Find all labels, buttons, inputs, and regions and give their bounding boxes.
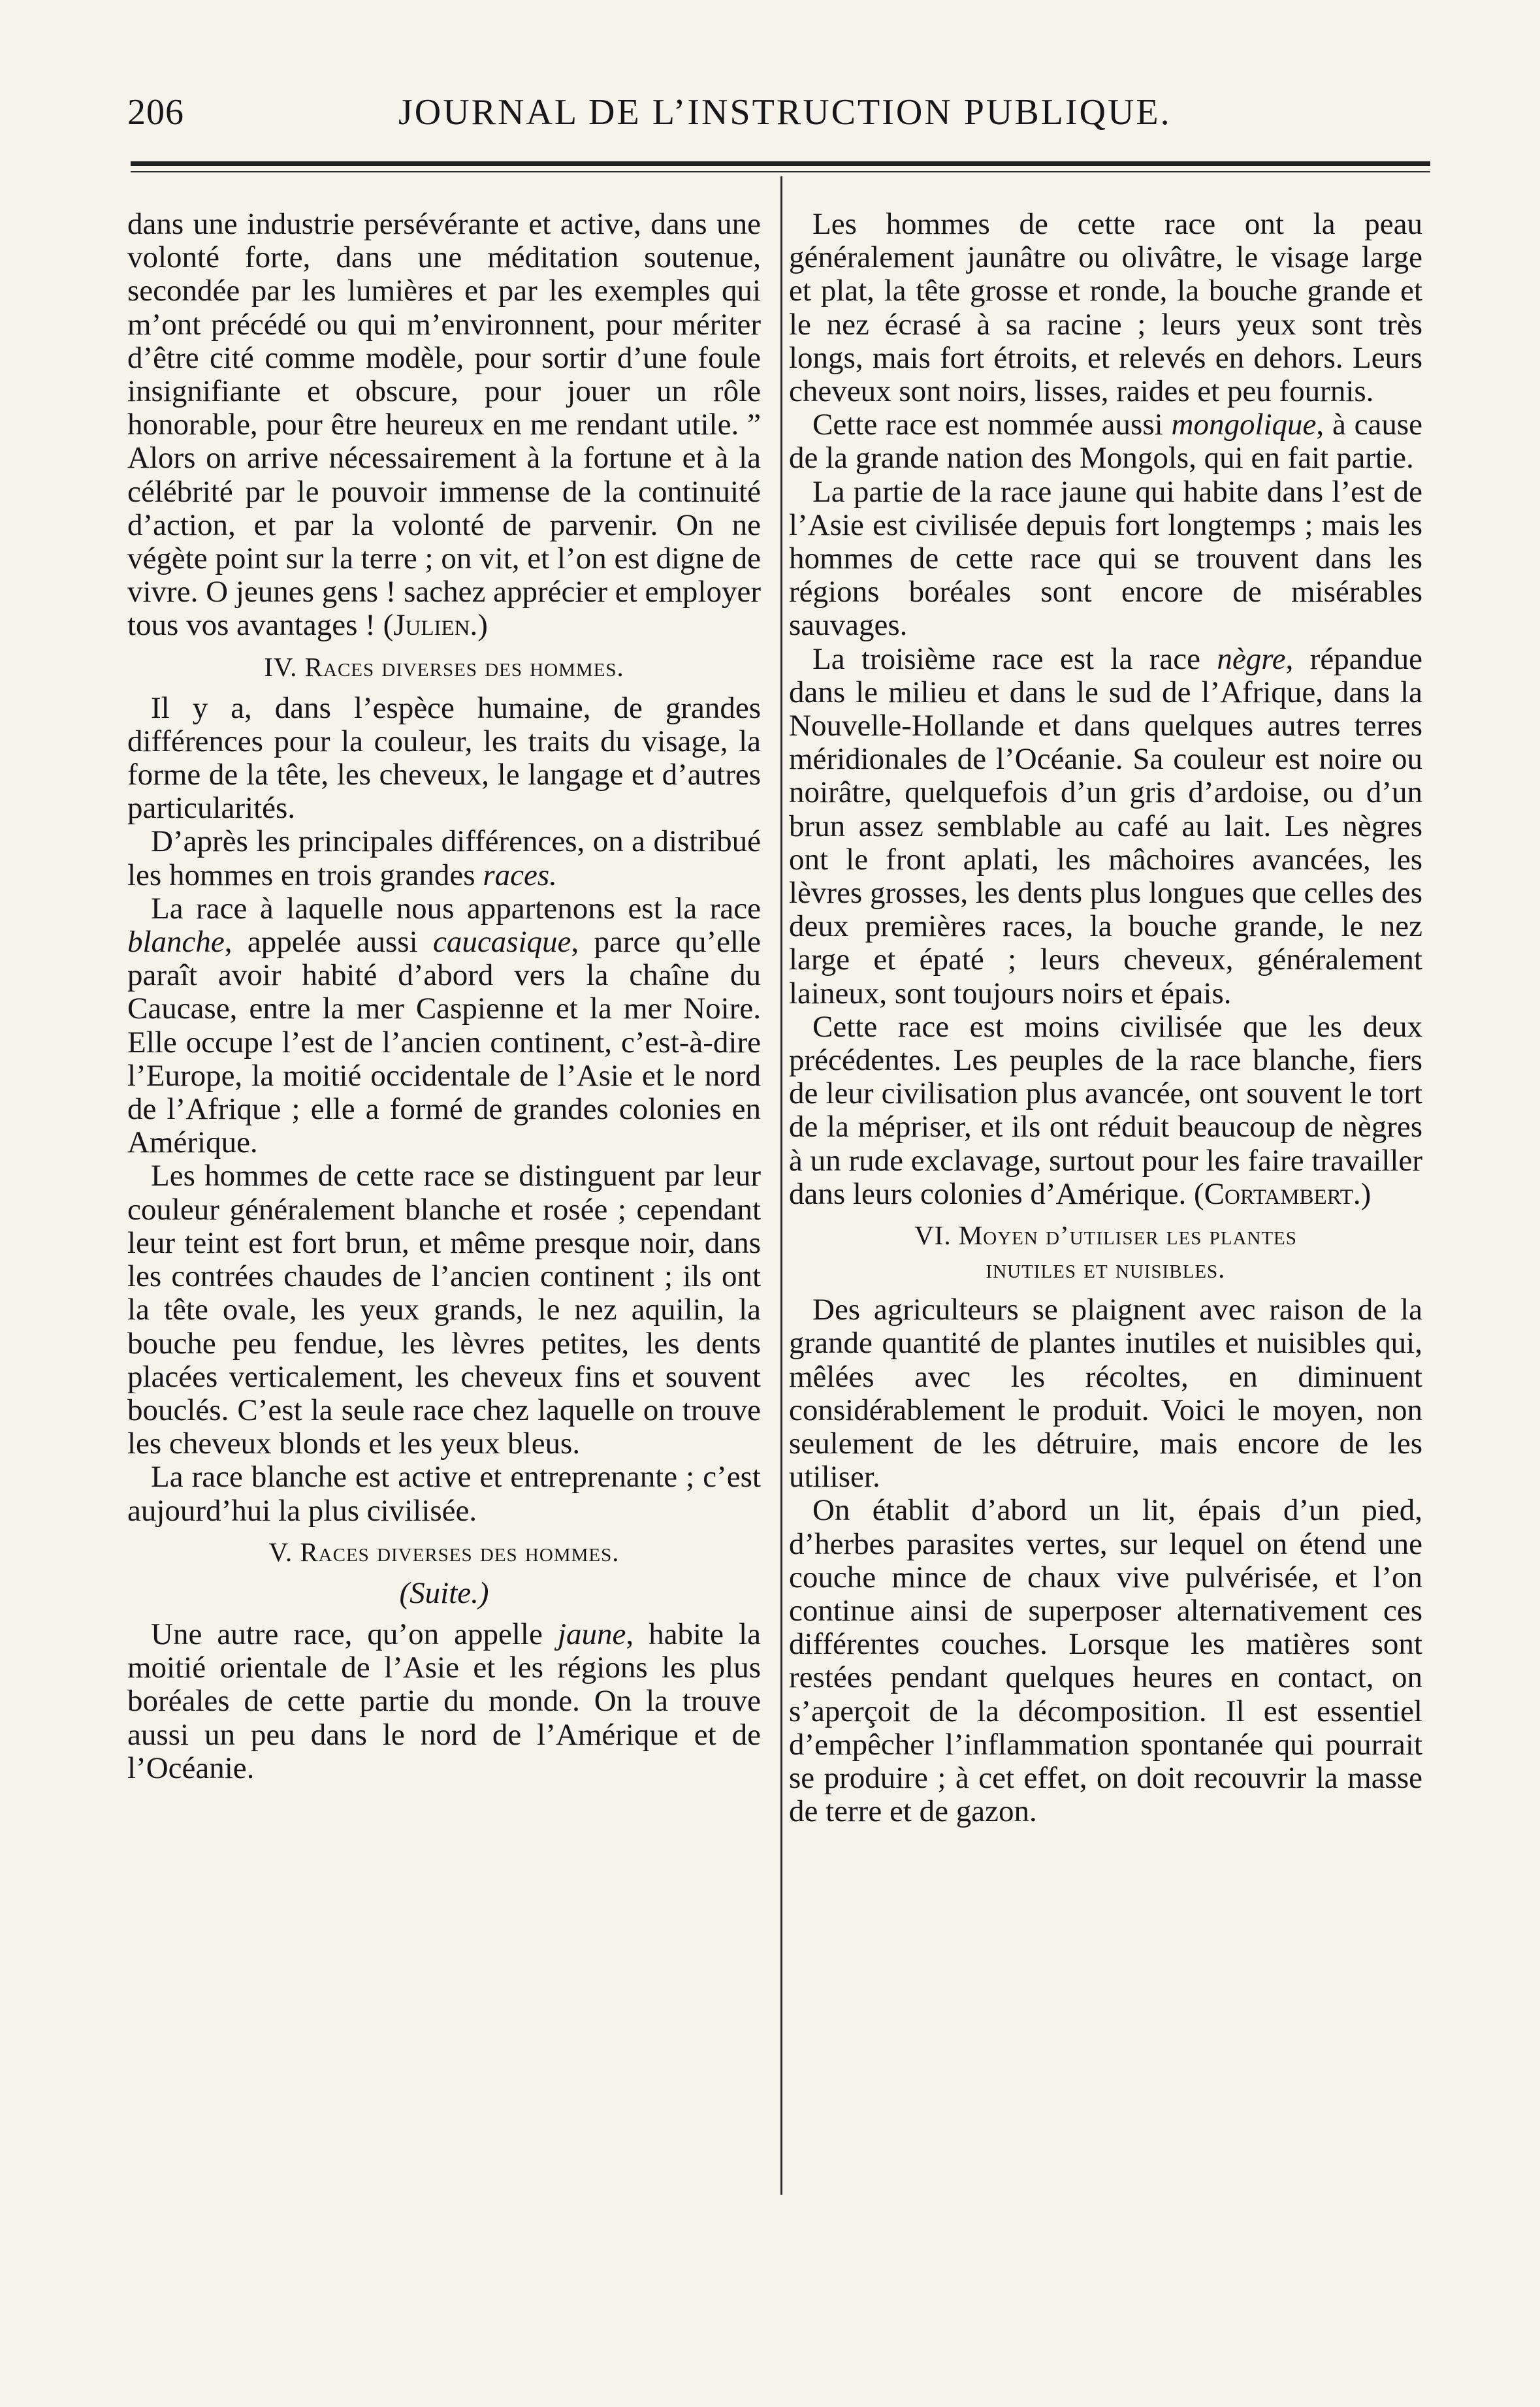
section-vi-title-line-2: inutiles et nuisibles.: [986, 1253, 1226, 1284]
paragraph-text: Cette race est moins civilisée que les deux précédentes. Les peuples de la race blanche, fiers de leur civilisation plus avancée, ont souvent le tort de la mépriser, et ils ont réduit beaucoup de nègres à un rude exclavage, surtout pour les faire travailler dans leurs colonies d’Amérique.: [789, 1009, 1422, 1211]
emphasis-text: jaune: [557, 1617, 626, 1651]
paragraph: [127, 892, 761, 1160]
author-attribution: (Julien.): [383, 608, 488, 643]
left-column: [127, 208, 761, 1785]
paragraph: On établit d’abord un lit, épais d’un pied, d’herbes parasites vertes, sur lequel on étend une couche mince de chaux vive pulvérisée, et l’on continue ainsi de superposer alternativement ces différentes couches. Lorsque les matières sont restées pendant quelques heures en contact, on s’aperçoit de la décomposition. Il est essentiel d’empêcher l’inflammation spontanée qui pourrait se produire ; à cet effet, on doit recouvrir la masse de terre et de gazon.: [789, 1493, 1422, 1829]
paragraph-text: dans une industrie persévérante et active, dans une volonté forte, dans une méditation soutenue, secondée par les lumières et par les exemples qui m’ont précédé ou qui m’environnent, pour mériter d’être cité comme modèle, pour sortir d’une foule insignifiante et obscure, pour jouer un rôle honorable, pour être heureux en me rendant utile. ” Alors on arrive nécessairement à la fortune et à la célébrité par le pouvoir immense de la continuité d’action, et par la volonté de parvenir. On ne végète point sur la terre ; on vit, et l’on est digne de vivre. O jeunes gens ! sachez apprécier et employer tous vos avantages !: [127, 207, 761, 643]
paragraph: [127, 825, 761, 892]
page-number: 206: [127, 92, 184, 133]
paragraph-text: La race à laquelle nous appartenons est la race: [151, 891, 761, 926]
section-v-suite: (Suite.): [399, 1575, 489, 1610]
paragraph: [789, 408, 1422, 475]
section-iv-title: IV. Races diverses des hommes.: [264, 651, 624, 682]
paragraph: La partie de la race jaune qui habite dans l’est de l’Asie est civilisée depuis fort longtemps ; mais les hommes de cette race qui se trouvent dans les régions boréales sont encore de misérables sauvages.: [789, 474, 1422, 643]
section-vi-title: [789, 1219, 1422, 1285]
emphasis-text: races.: [483, 858, 557, 892]
paragraph: Les hommes de cette race ont la peau généralement jaunâtre ou olivâtre, le visage large et plat, la tête grosse et ronde, la bouche grande et le nez écrasé à sa racine ; leurs yeux sont très longs, mais fort étroits, et relevés en dehors. Leurs cheveux sont noirs, lisses, raides et peu fournis.: [789, 207, 1422, 409]
paragraph: Des agriculteurs se plaignent avec raison de la grande quantité de plantes inutiles et nuisibles qui, mêlées avec les récoltes, en diminuent considérablement le produit. Voici le moyen, non seulement de les détruire, mais encore de les utiliser.: [789, 1293, 1422, 1494]
paragraph-text: , habite la moitié orientale de l’Asie et les régions les plus boréales de cette partie du monde. On la trouve aussi un peu dans le nord de l’Amérique et de l’Océanie.: [127, 1617, 761, 1785]
author-attribution: (Cortambert.): [1193, 1176, 1372, 1211]
journal-title: JOURNAL DE L’INSTRUCTION PUBLIQUE.: [398, 92, 1172, 133]
emphasis-text: mongolique: [1171, 408, 1317, 442]
paragraph: [789, 643, 1422, 1010]
page-header: [127, 91, 1434, 150]
paragraph: La race blanche est active et entreprenante ; c’est aujourd’hui la plus civilisée.: [127, 1460, 761, 1528]
paragraph-intro: [127, 208, 761, 643]
paragraph-text: , à cause de la grande nation des Mongols, qui en fait partie.: [789, 408, 1423, 476]
section-vi-title-line-1: VI. Moyen d’utiliser les plantes: [914, 1220, 1297, 1251]
header-rule-thick: [131, 161, 1430, 166]
paragraph-text: D’après les principales différences, on a distribué les hommes en trois grandes: [127, 824, 761, 892]
paragraph: [789, 1010, 1422, 1211]
column-divider: [780, 176, 782, 2195]
paragraph-text: La troisième race est la race: [812, 641, 1217, 676]
header-rule-thin: [131, 171, 1430, 172]
paragraph-text: Cette race est nommée aussi: [812, 408, 1172, 442]
right-column: [789, 208, 1422, 1828]
emphasis-text: blanche: [127, 925, 225, 960]
paragraph: Les hommes de cette race se distinguent par leur couleur généralement blanche et rosée ; cependant leur teint est fort brun, et même presque noir, dans les contrées chaudes de l’ancien continent ; ils ont la tête ovale, les yeux grands, le nez aquilin, la bouche peu fendue, les lèvres petites, les dents placées verticalement, les cheveux fins et souvent bouclés. C’est la seule race chez laquelle on trouve les cheveux blonds et les yeux bleus.: [127, 1159, 761, 1461]
section-v-title: V. Races diverses des hommes.: [268, 1536, 620, 1567]
paragraph-text: Une autre race, qu’on appelle: [151, 1617, 558, 1651]
paragraph-text: , appelée aussi: [224, 925, 433, 960]
emphasis-text: caucasique: [432, 925, 571, 960]
paragraph-text: , répandue dans le milieu et dans le sud de l’Afrique, dans la Nouvelle-Hollande et dans quelques autres terres méridionales de l’Océanie. Sa couleur est noire ou noirâtre, quelquefois d’un gris d’ardoise, ou d’un brun assez semblable au café au lait. Les nègres ont le front aplati, les mâchoires avancées, les lèvres grosses, les dents plus longues que celles des deux premières races, la bouche grande, le nez large et épaté ; leurs cheveux, généralement laineux, sont toujours noirs et épais.: [789, 641, 1423, 1010]
paragraph: [127, 1618, 761, 1785]
paragraph-text: , parce qu’elle paraît avoir habité d’abord vers la chaîne du Caucase, entre la mer Caspienne et la mer Noire. Elle occupe l’est de l’ancien continent, c’est-à-dire l’Europe, la moitié occidentale de l’Asie et le nord de l’Afrique ; elle a formé de grandes colonies en Amérique.: [127, 925, 761, 1160]
emphasis-text: nègre: [1217, 641, 1286, 676]
paragraph: Il y a, dans l’espèce humaine, de grandes différences pour la couleur, les traits du visage, la forme de la tête, les cheveux, le langage et d’autres particularités.: [127, 690, 761, 826]
